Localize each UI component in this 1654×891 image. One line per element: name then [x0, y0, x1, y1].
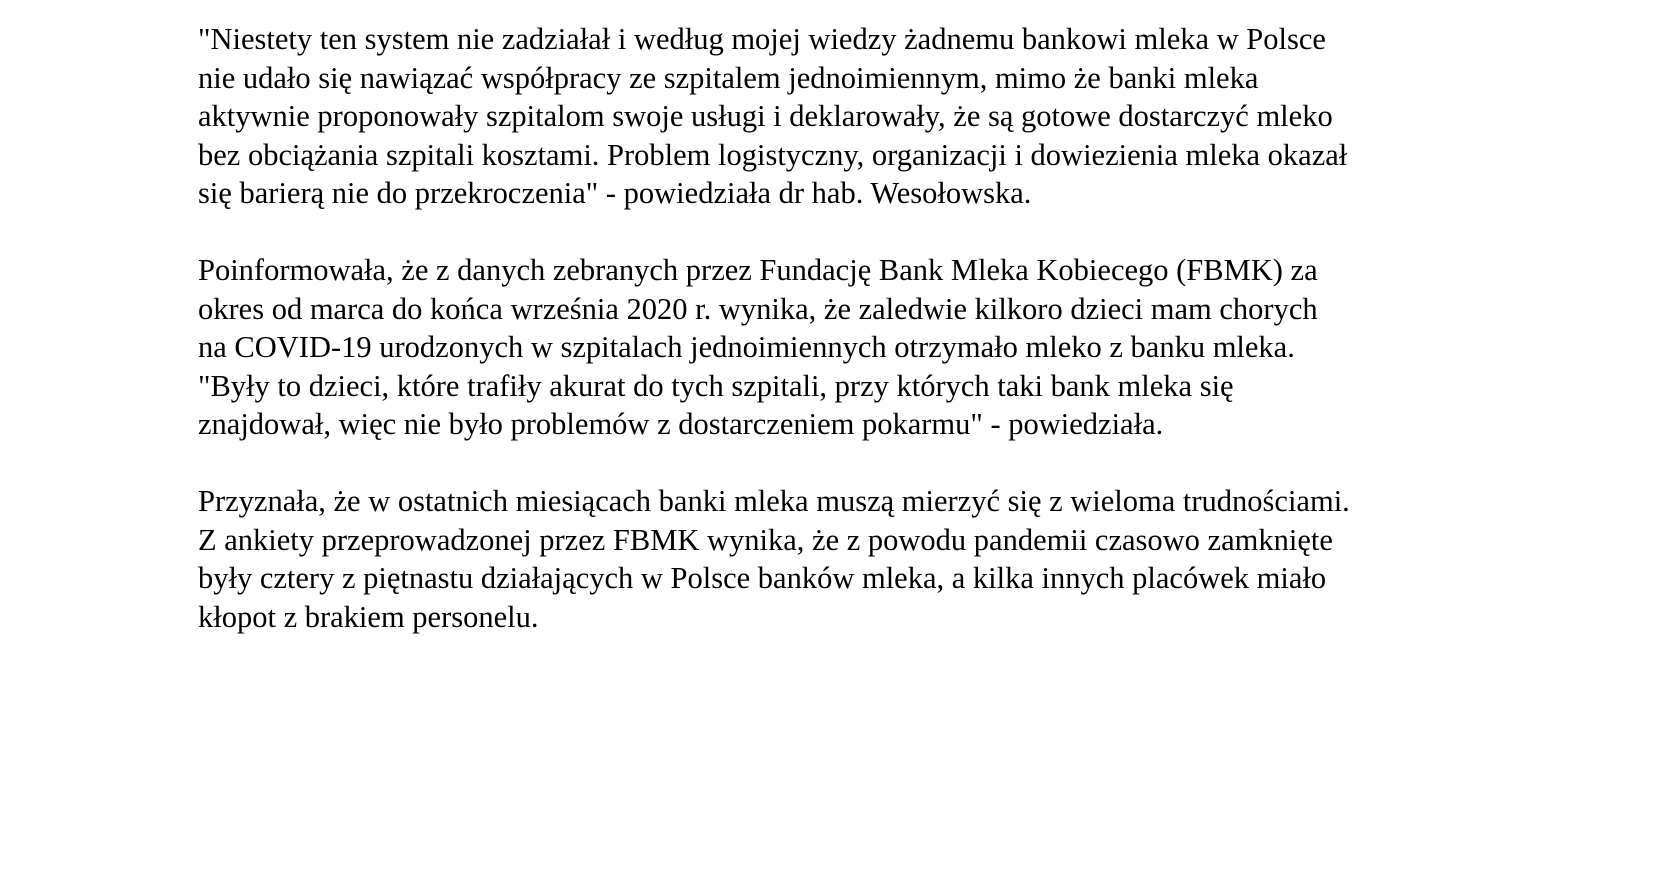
text-line: się barierą nie do przekroczenia" - powiedziała dr hab. Wesołowska.	[198, 176, 1032, 210]
paragraph-milk-bank-difficulties	[198, 482, 1618, 636]
text-line: nie udało się nawiązać współpracy ze szpitalem jednoimiennym, mimo że banki mleka	[198, 60, 1259, 95]
text-line: okres od marca do końca września 2020 r. wynika, że zaledwie kilkoro dzieci mam chorych	[198, 291, 1318, 326]
paragraph-fbmk-data	[198, 251, 1618, 444]
text-line: aktywnie proponowały szpitalom swoje usługi i deklarowały, że są gotowe dostarczyć mleko	[198, 99, 1333, 133]
text-line: były cztery z piętnastu działających w Polsce banków mleka, a kilka innych placówek miało	[198, 561, 1327, 595]
text-line: znajdował, więc nie było problemów z dostarczeniem pokarmu" - powiedziała.	[198, 407, 1164, 441]
text-line: bez obciążania szpitali kosztami. Problem logistyczny, organizacji i dowiezienia mleka okazał	[198, 137, 1348, 172]
text-line: "Były to dzieci, które trafiły akurat do tych szpitali, przy których taki bank mleka się	[198, 368, 1234, 403]
text-line: "Niestety ten system nie zadziałał i według mojej wiedzy żadnemu bankowi mleka w Polsce	[198, 22, 1326, 56]
text-line: na COVID-19 urodzonych w szpitalach jednoimiennych otrzymało mleko z banku mleka.	[198, 330, 1295, 364]
text-line: Z ankiety przeprowadzonej przez FBMK wynika, że z powodu pandemii czasowo zamknięte	[198, 522, 1333, 557]
paragraph-quote-wesolowska	[198, 20, 1618, 213]
document-page	[198, 20, 1618, 675]
text-line: Przyznała, że w ostatnich miesiącach banki mleka muszą mierzyć się z wieloma trudnościami.	[198, 484, 1350, 518]
text-line: kłopot z brakiem personelu.	[198, 599, 539, 634]
text-line: Poinformowała, że z danych zebranych przez Fundację Bank Mleka Kobiecego (FBMK) za	[198, 253, 1318, 287]
